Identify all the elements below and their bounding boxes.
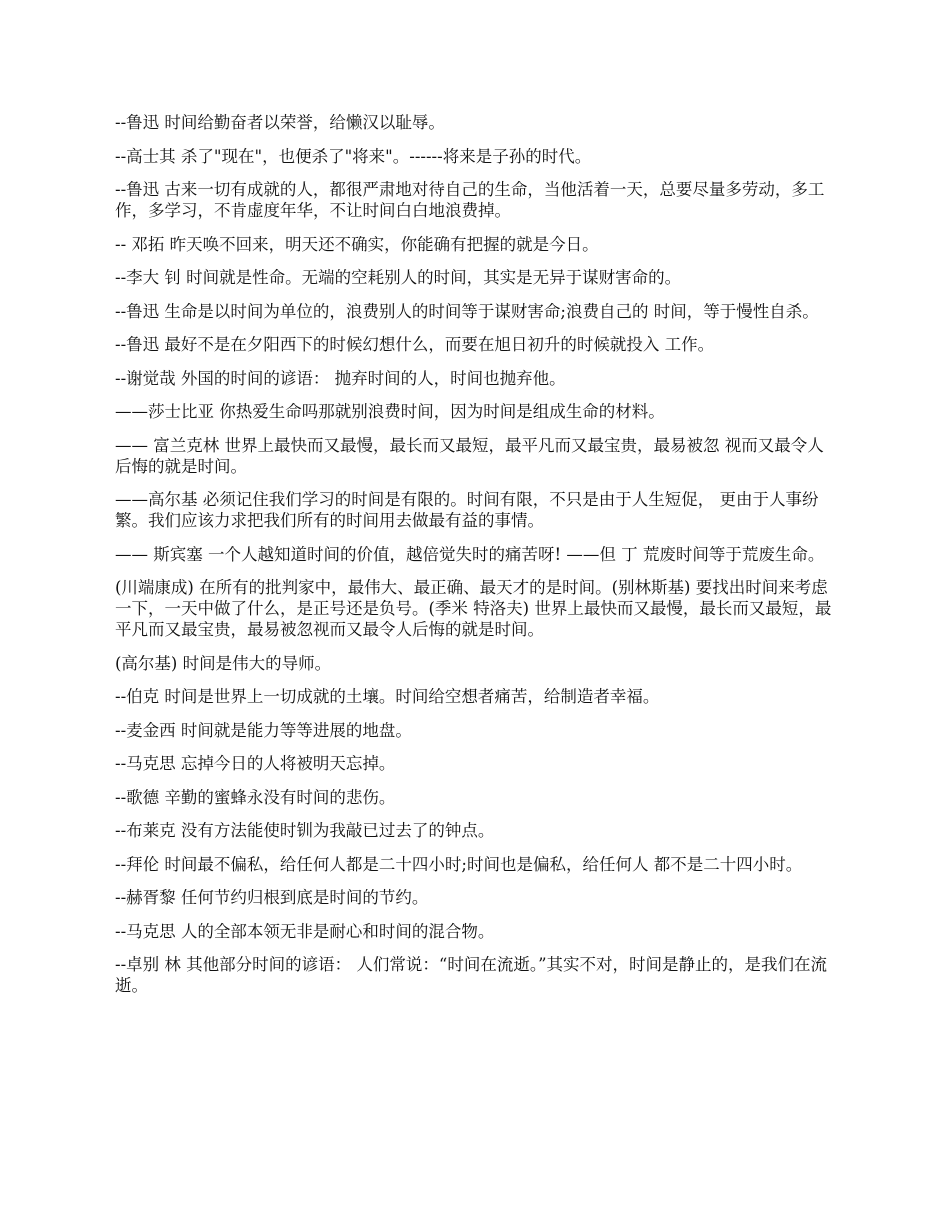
quote-paragraph: --马克思 人的全部本领无非是耐心和时间的混合物。 — [115, 921, 495, 941]
quote-paragraph: --伯克 时间是世界上一切成就的土壤。时间给空想者痛苦，给制造者幸福。 — [115, 687, 660, 706]
quote-paragraph: --拜伦 时间最不偏私，给任何人都是二十四小时;时间也是偏私，给任何人 都不是二十四小时。 — [115, 854, 803, 874]
quote-paragraph: —— 斯宾塞 一个人越知道时间的价值，越倍觉失时的痛苦呀! ——但 丁 荒废时间等于荒废生命。 — [115, 544, 825, 564]
quote-paragraph: (川端康成) 在所有的批判家中，最伟大、最正确、最天才的是时间。(别林斯基) 要找出时间来考虑一下，一天中做了什么，是正号还是负号。(季米 特洛夫) 世界上最快而又最慢，最长而又最短，最平凡而又最宝贵，最易被忽视而又最令人后悔的就是时间。 — [115, 578, 832, 639]
quote-paragraph: --鲁迅 生命是以时间为单位的，浪费别人的时间等于谋财害命;浪费自己的 时间，等于慢性自杀。 — [115, 301, 819, 321]
quote-paragraph: --马克思 忘掉今日的人将被明天忘掉。 — [115, 754, 396, 773]
quote-paragraph: --高士其 杀了"现在"，也便杀了"将来"。------将来是子孙的时代。 — [115, 146, 592, 166]
quote-paragraph: --鲁迅 最好不是在夕阳西下的时候幻想什么，而要在旭日初升的时候就投入 工作。 — [115, 335, 715, 354]
document-page — [115, 112, 837, 1009]
quote-paragraph: --鲁迅 时间给勤奋者以荣誉，给懒汉以耻辱。 — [115, 113, 445, 132]
quote-paragraph: --李大 钊 时间就是性命。无端的空耗别人的时间，其实是无异于谋财害命的。 — [115, 268, 682, 287]
quote-paragraph: --麦金西 时间就是能力等等进展的地盘。 — [115, 720, 412, 740]
quote-paragraph: --歌德 辛勤的蜜蜂永没有时间的悲伤。 — [115, 787, 396, 807]
quote-paragraph: --鲁迅 古来一切有成就的人，都很严肃地对待自己的生命，当他活着一天，总要尽量多劳动，多工作，多学习，不肯虚度年华，不让时间白白地浪费掉。 — [115, 180, 825, 220]
quote-paragraph: ——高尔基 必须记住我们学习的时间是有限的。时间有限，不只是由于人生短促， 更由于人事纷繁。我们应该力求把我们所有的时间用去做最有益的事情。 — [115, 490, 819, 530]
quote-paragraph: ——莎士比亚 你热爱生命吗那就别浪费时间，因为时间是组成生命的材料。 — [115, 402, 665, 421]
quote-paragraph: —— 富兰克林 世界上最快而又最慢，最长而又最短，最平凡而又最宝贵，最易被忽 视而又最令人后悔的就是时间。 — [115, 435, 824, 476]
quote-paragraph: --谢觉哉 外国的时间的谚语： 抛弃时间的人，时间也抛弃他。 — [115, 368, 566, 388]
quote-paragraph: -- 邓拓 昨天唤不回来，明天还不确实，你能确有把握的就是今日。 — [115, 234, 599, 254]
quote-paragraph: --卓别 林 其他部分时间的谚语： 人们常说：“时间在流逝。”其实不对，时间是静止的，是我们在流逝。 — [115, 955, 828, 995]
quote-paragraph: (高尔基) 时间是伟大的导师。 — [115, 653, 332, 673]
quote-paragraph: --布莱克 没有方法能使时钏为我敲已过去了的钟点。 — [115, 821, 495, 840]
quote-paragraph: --赫胥黎 任何节约归根到底是时间的节约。 — [115, 888, 429, 907]
